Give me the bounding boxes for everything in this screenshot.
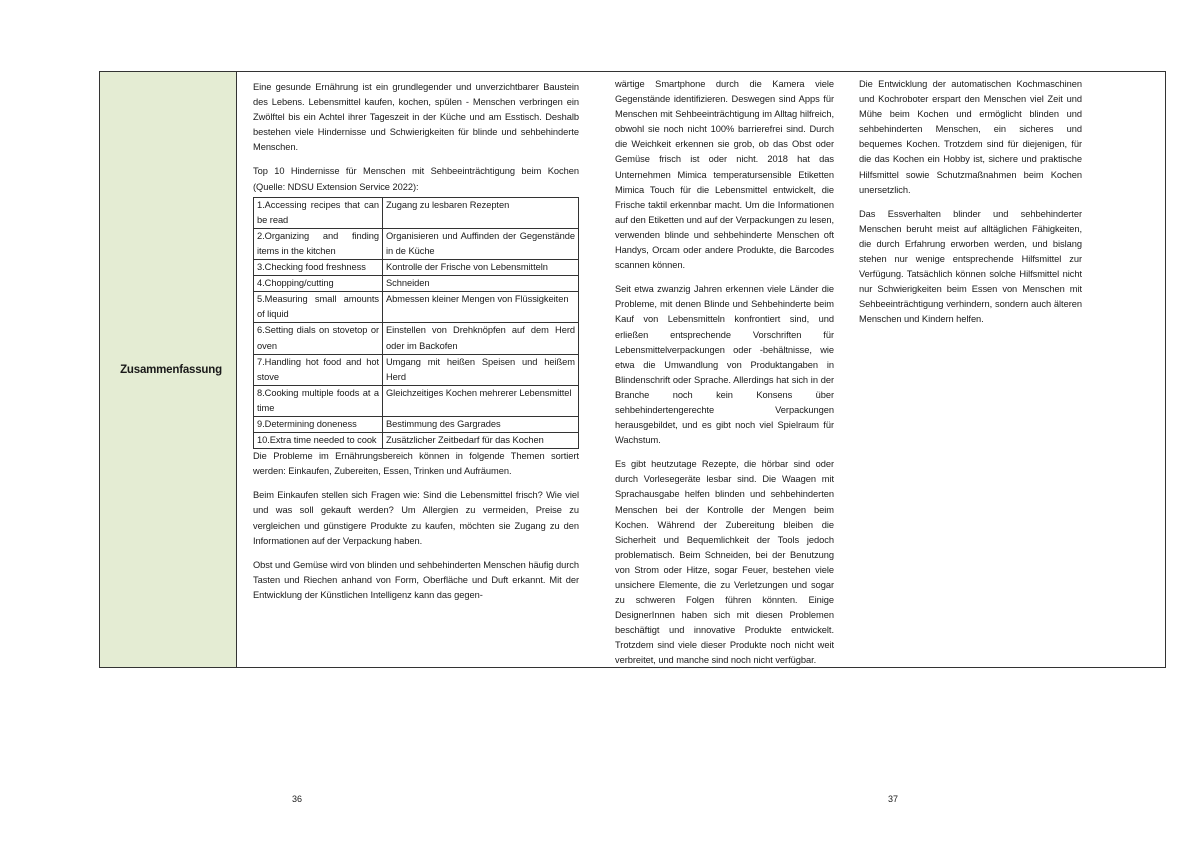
paragraph: Die Probleme im Ernährungsbereich können in folgende Themen sortiert werden: Einkaufen, Zubereiten, Essen, Trinken und Aufräumen. <box>253 451 579 477</box>
obstacle-row <box>254 354 579 385</box>
obstacle-english: 1.Accessing recipes that can be read <box>254 197 383 228</box>
paragraph: Das Essverhalten blinder und sehbehinderter Menschen beruht meist auf alltäglichen Fähigkeiten, die durch Erfahrung erworben werden, und bislang stehen nur wenige entsprechende Hilfsmittel zur Verfügung. Tatsächlich können solche Hilfsmittel nicht nur Schwierigkeiten beim Essen von Menschen mit Sehbeeinträchtigung verhindern, sondern auch älteren Menschen und Kindern helfen. <box>859 208 1082 325</box>
obstacle-german: Schneiden <box>383 276 579 292</box>
obstacle-row <box>254 276 579 292</box>
obstacle-row <box>254 292 579 323</box>
paragraph: Beim Einkaufen stellen sich Fragen wie: Sind die Lebensmittel frisch? Wie viel und was soll gekauft werden? Um Allergien zu vermeiden, Preise zu vergleichen und günstigere Produkte zu kaufen, möchten sie Zugang zu den Informationen auf der Verpackung haben. <box>253 490 579 546</box>
obstacle-german: Abmessen kleiner Mengen von Flüssigkeiten <box>383 292 579 323</box>
obstacle-english: 5.Measuring small amounts of liquid <box>254 292 383 323</box>
obstacle-german: Zusätzlicher Zeitbedarf für das Kochen <box>383 433 579 449</box>
obstacle-row <box>254 416 579 432</box>
obstacle-row <box>254 197 579 228</box>
paragraph: Top 10 Hindernisse für Menschen mit Sehbeeinträchtigung beim Kochen (Quelle: NDSU Extension Service 2022): <box>253 166 579 192</box>
paragraph: Obst und Gemüse wird von blinden und sehbehinderten Menschen häufig durch Tasten und Riechen anhand von Form, Oberfläche und Duft erkannt. Mit der Entwicklung der Künstlichen Intelligenz kann das gegen- <box>253 559 579 600</box>
paragraph: Es gibt heutzutage Rezepte, die hörbar sind oder durch Vorlesegeräte lesbar sind. Die Waagen mit Sprachausgabe helfen blinden und sehbehinderten Menschen bei der Kontrolle der Mengen beim Kochen. Während der Zubereitung bleiben die Sicherheit und Bequemlichkeit der Tools jedoch problematisch. Beim Schneiden, bei der Benutzung von Strom oder Hitze, sogar Feuer, bestehen viele unsichere Elemente, die zu Verletzungen und sogar zu schweren Folgen führen könnten. Einige DesignerInnen haben sich mit diesen Problemen beschäftigt und innovative Produkte entwickelt. Trotzdem sind viele dieser Produkte noch nicht weit verbreitet, und manche sind noch nicht verfügbar. <box>615 459 834 666</box>
section-label: Zusammenfassung <box>120 363 222 376</box>
obstacle-english: 9.Determining doneness <box>254 416 383 432</box>
obstacle-english: 8.Cooking multiple foods at a time <box>254 385 383 416</box>
text-column-2 <box>615 77 834 678</box>
obstacle-row <box>254 260 579 276</box>
page-number-right: 37 <box>888 794 899 804</box>
paragraph: Die Entwicklung der automatischen Kochmaschinen und Kochroboter erspart den Menschen viel Zeit und Mühe beim Kochen und ermöglicht blinden und sehbehinderten Menschen, ein sicheres und bequemes Kochen. Trotzdem sind für diejenigen, für die das Kochen ein Hobby ist, sichere und praktische Hilfsmittel sowie Schutzmaßnahmen beim Kochen unersetzlich. <box>859 79 1082 195</box>
obstacle-english: 7.Handling hot food and hot stove <box>254 354 383 385</box>
obstacle-german: Umgang mit heißen Speisen und heißem Herd <box>383 354 579 385</box>
obstacle-english: 2.Organizing and finding items in the kitchen <box>254 228 383 259</box>
paragraph: Seit etwa zwanzig Jahren erkennen viele Länder die Probleme, mit denen Blinde und Sehbehinderte beim Kauf von Lebensmitteln konfrontiert sind, und erließen entsprechende Vorschriften für Lebensmittelverpackungen oder -behältnisse, wie etwa die Umwandlung von Produktangaben in Blindenschrift oder Sprache. Allerdings hat sich in der Branche noch kein Konsens über sehbehindertengerechte Verpackungen herausgebildet, und es gibt noch viel Spielraum für Wachstum. <box>615 284 834 446</box>
obstacle-row <box>254 323 579 354</box>
obstacle-english: 3.Checking food freshness <box>254 260 383 276</box>
text-column-3 <box>859 77 1082 337</box>
obstacles-table <box>253 197 579 450</box>
paragraph: wärtige Smartphone durch die Kamera viele Gegenstände identifizieren. Deswegen sind Apps für Menschen mit Sehbeeinträchtigung im Alltag hilfreich, obwohl sie noch nicht 100% barrierefrei sind. Durch die Weichkeit erkennen sie grob, ob das Obst oder Gemüse frisch ist oder nicht. 2018 hat das Unternehmen Mimica temperatursensible Etiketten Mimica Touch für die Lebensmittel entwickelt, die Frische taktil erkennbar macht. Um die Informationen auf den Etiketten und auf der Verpackungen zu lesen, verwenden blinde und sehbehinderte Menschen oft Handys, Orcam oder andere Produkte, die Barcodes scannen können. <box>615 79 834 271</box>
obstacle-row <box>254 385 579 416</box>
paragraph: Eine gesunde Ernährung ist ein grundlegender und unverzichtbarer Baustein des Lebens. Lebensmittel kaufen, kochen, spülen - Menschen verbringen ein Zwölftel bis ein Achtel ihrer Tageszeit in der Küche und am Esstisch. Deshalb bestehen viele Hindernisse und Schwierigkeiten für blinde und sehbehinderte Menschen. <box>253 82 579 153</box>
section-label-cell <box>100 72 237 667</box>
obstacle-german: Einstellen von Drehknöpfen auf dem Herd oder im Backofen <box>383 323 579 354</box>
obstacle-english: 10.Extra time needed to cook <box>254 433 383 449</box>
obstacle-english: 4.Chopping/cutting <box>254 276 383 292</box>
obstacle-german: Organisieren und Auffinden der Gegenstände in de Küche <box>383 228 579 259</box>
obstacle-german: Kontrolle der Frische von Lebensmitteln <box>383 260 579 276</box>
obstacle-english: 6.Setting dials on stovetop or oven <box>254 323 383 354</box>
page-number-left: 36 <box>292 794 303 804</box>
obstacle-german: Bestimmung des Gargrades <box>383 416 579 432</box>
obstacle-row <box>254 228 579 259</box>
text-column-1 <box>253 80 579 612</box>
obstacle-german: Zugang zu lesbaren Rezepten <box>383 197 579 228</box>
obstacle-row <box>254 433 579 449</box>
obstacle-german: Gleichzeitiges Kochen mehrerer Lebensmittel <box>383 385 579 416</box>
